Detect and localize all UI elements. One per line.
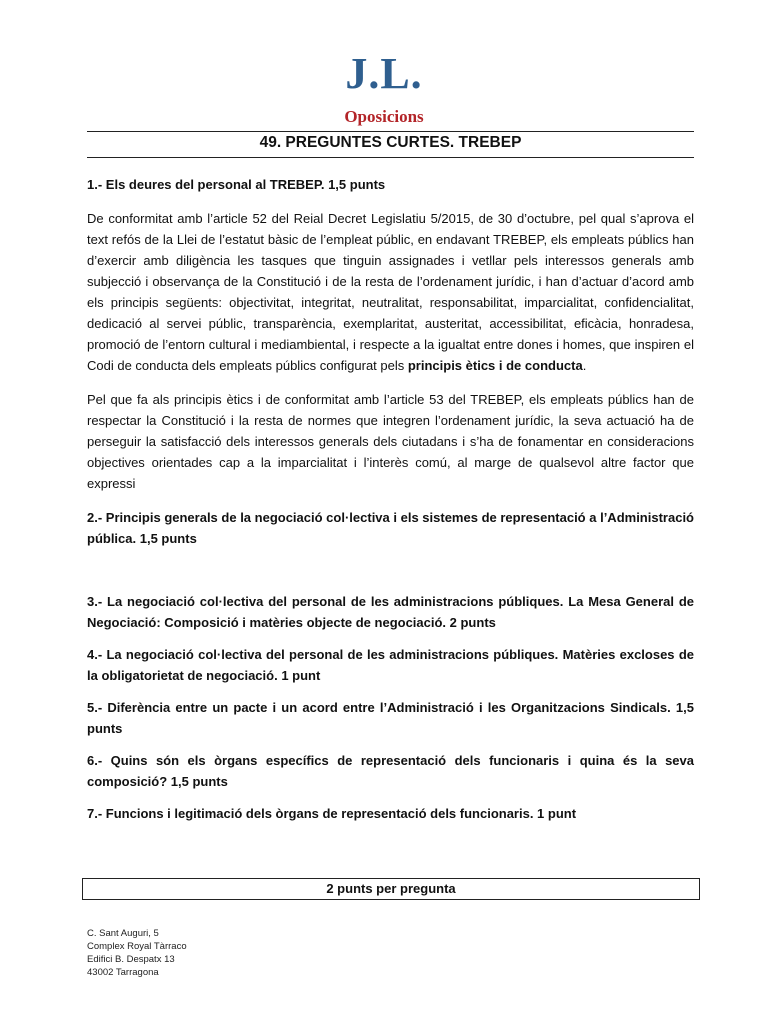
question-4: 4.- La negociació col·lectiva del personal de les administracions públiques. Matèries excloses de la obligatorietat de negociació. 1 punt [87, 647, 694, 683]
question-7: 7.- Funcions i legitimació dels òrgans de representació dels funcionaris. 1 punt [87, 806, 577, 821]
address-line: 43002 Tarragona [87, 967, 159, 978]
page-title: 49. PREGUNTES CURTES. TREBEP [259, 134, 522, 151]
answer-1-end: . [582, 358, 587, 373]
answer-1-text: De conformitat amb l’article 52 del Reial Decret Legislatiu 5/2015, de 30 d’octubre, pel qual s’aprova el text refós de la Llei de l’estatut bàsic de l’empleat públic, en endavant TREBEP, els empleats públics han d’exercir amb diligència les tasques que tinguin assignades i vetllar pels interessos generals amb subjecció i observança de la Constitució i de la resta de l’ordenament jurídic, i han d’actuar d’acord amb els principis següents: objectivitat, integritat, neutralitat, responsabilitat, imparcialitat, confidencialitat, dedicació al servei públic, transparència, exemplaritat, austeritat, accessibilitat, eficàcia, honradesa, promoció de l’entorn cultural i mediambiental, i respecte a la igualtat entre dones i homes, que inspiren el Codi de conducta dels empleats públics configurat pels [87, 211, 694, 373]
footer-address [87, 927, 387, 979]
question-5: 5.- Diferència entre un pacte i un acord entre l’Administració i les Organitzacions Sindicals. 1,5 punts [87, 700, 694, 736]
score-note-box: 2 punts per pregunta [82, 878, 700, 900]
question-1: 1.- Els deures del personal al TREBEP. 1,5 punts [87, 177, 386, 192]
address-line: Complex Royal Tàrraco [87, 941, 187, 952]
question-2: 2.- Principis generals de la negociació col·lectiva i els sistemes de representació a l’Administració pública. 1,5 punts [87, 510, 694, 546]
answer-1-paragraph-2: Pel que fa als principis ètics i de conformitat amb l’article 53 del TREBEP, els empleats públics han de respectar la Constitució i la resta de normes que integren l’ordenament jurídic, la seva actuació ha de perseguir la satisfacció dels interessos generals dels ciutadans i s’ha de fonamentar en consideracions objectives orientades cap a la imparcialitat i l’interès comú, al marge de qualsevol altre factor que expressi [87, 392, 694, 491]
document-body [87, 174, 694, 824]
logo-subtitle: Oposicions [344, 107, 424, 126]
title-rule-bottom [87, 157, 694, 158]
title-rule-top [87, 131, 694, 132]
logo-text: J.L. [345, 49, 423, 98]
question-6: 6.- Quins són els òrgans específics de representació dels funcionaris i quina és la seva composició? 1,5 punts [87, 753, 694, 789]
question-3: 3.- La negociació col·lectiva del personal de les administracions públiques. La Mesa General de Negociació: Composició i matèries objecte de negociació. 2 punts [87, 594, 694, 630]
address-line: C. Sant Auguri, 5 [87, 928, 159, 939]
answer-1-paragraph-1 [87, 208, 694, 376]
address-line: Edifici B. Despatx 13 [87, 954, 175, 965]
answer-1-bold-term: principis ètics i de conducta [407, 358, 583, 373]
